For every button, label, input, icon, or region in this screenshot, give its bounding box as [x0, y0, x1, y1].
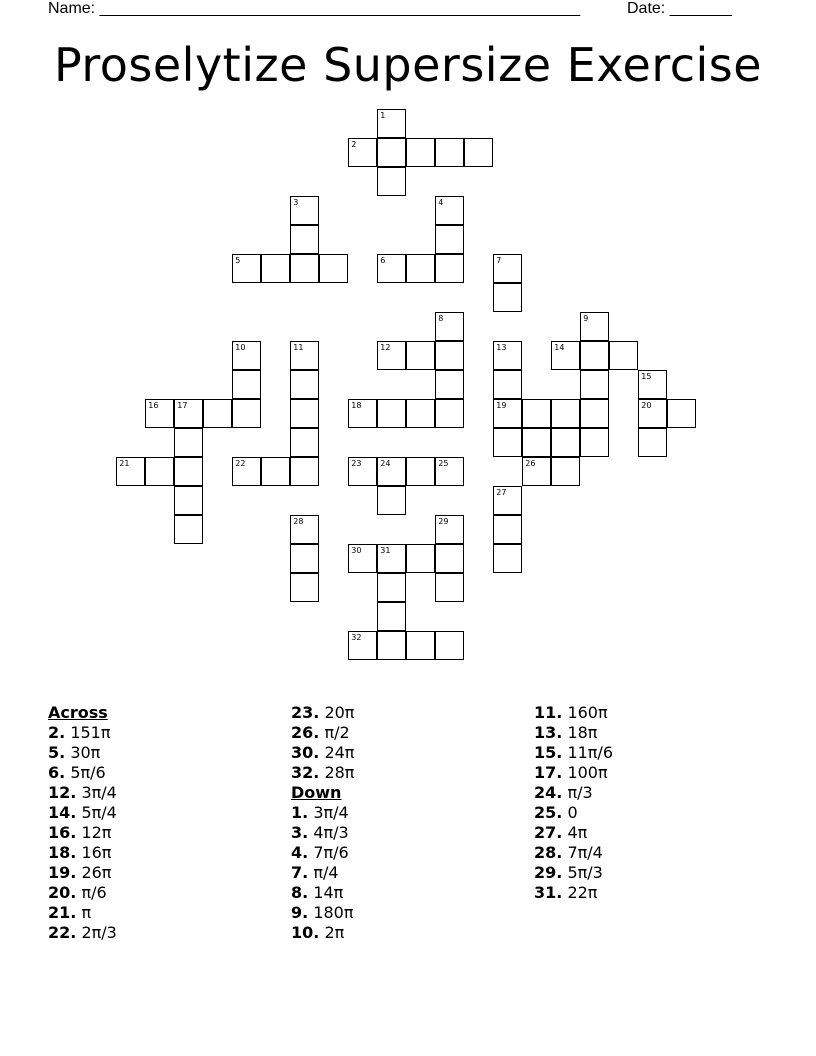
cell-number: 3 [293, 198, 299, 208]
crossword-cell[interactable] [551, 457, 580, 486]
crossword-cell[interactable] [667, 399, 696, 428]
cell-number: 8 [438, 314, 444, 324]
down-clue [291, 883, 354, 903]
crossword-cell[interactable] [435, 341, 464, 370]
across-clue [48, 843, 117, 863]
clue-column-3 [534, 703, 613, 903]
cell-number: 28 [293, 517, 304, 527]
clue-number: 28. [534, 843, 563, 862]
cell-number: 25 [438, 459, 449, 469]
cell-number: 24 [380, 459, 391, 469]
cell-number: 22 [235, 459, 246, 469]
crossword-cell[interactable] [232, 341, 261, 370]
clue-text: 151π [70, 723, 111, 742]
down-clue [534, 723, 613, 743]
across-clue [291, 723, 354, 743]
clue-text: 5π/4 [81, 803, 117, 822]
down-clue [534, 743, 613, 763]
crossword-cell[interactable] [232, 399, 261, 428]
crossword-cell[interactable] [290, 573, 319, 602]
cell-number: 26 [525, 459, 536, 469]
crossword-cell[interactable] [580, 399, 609, 428]
crossword-cell[interactable] [145, 399, 174, 428]
crossword-cell[interactable] [290, 428, 319, 457]
clue-number: 13. [534, 723, 563, 742]
crossword-cell[interactable] [493, 515, 522, 544]
crossword-cell[interactable] [406, 341, 435, 370]
clue-text: 5π/3 [567, 863, 603, 882]
clue-number: 8. [291, 883, 309, 902]
clue-text: 4π/3 [313, 823, 349, 842]
crossword-cell[interactable] [435, 457, 464, 486]
crossword-cell[interactable] [377, 631, 406, 660]
clue-text: 22π [567, 883, 598, 902]
crossword-cell[interactable] [609, 341, 638, 370]
down-clue [534, 763, 613, 783]
crossword-cell[interactable] [493, 544, 522, 573]
crossword-cell[interactable] [551, 428, 580, 457]
clue-text: 28π [324, 763, 355, 782]
clue-text: 26π [81, 863, 112, 882]
crossword-cell[interactable] [406, 399, 435, 428]
crossword-cell[interactable] [580, 428, 609, 457]
down-clue [291, 903, 354, 923]
crossword-cell[interactable] [493, 283, 522, 312]
clue-text: 2π [324, 923, 345, 942]
cell-number: 5 [235, 256, 241, 266]
crossword-cell[interactable] [203, 399, 232, 428]
crossword-cell[interactable] [377, 573, 406, 602]
crossword-cell[interactable] [638, 399, 667, 428]
crossword-cell[interactable] [406, 631, 435, 660]
clue-text: 4π [567, 823, 588, 842]
crossword-cell[interactable] [290, 457, 319, 486]
crossword-cell[interactable] [551, 341, 580, 370]
crossword-cell[interactable] [232, 254, 261, 283]
cell-number: 7 [496, 256, 502, 266]
crossword-cell[interactable] [406, 254, 435, 283]
crossword-cell[interactable] [435, 138, 464, 167]
name-field[interactable]: Name: ______________________________________________________ [48, 0, 581, 17]
down-clue [291, 803, 354, 823]
clue-text: 3π/4 [313, 803, 349, 822]
down-clue [534, 803, 613, 823]
crossword-cell[interactable] [464, 138, 493, 167]
page-title: Proselytize Supersize Exercise [53, 38, 763, 92]
clue-number: 31. [534, 883, 563, 902]
clue-text: 100π [567, 763, 608, 782]
crossword-cell[interactable] [145, 457, 174, 486]
cell-number: 4 [438, 198, 444, 208]
clue-number: 32. [291, 763, 320, 782]
clue-number: 3. [291, 823, 309, 842]
crossword-cell[interactable] [377, 486, 406, 515]
crossword-cell[interactable] [406, 138, 435, 167]
clue-number: 23. [291, 703, 320, 722]
cell-number: 19 [496, 401, 507, 411]
clue-text: 2π/3 [81, 923, 117, 942]
across-clue [291, 703, 354, 723]
clue-text: 180π [313, 903, 354, 922]
down-clue [291, 843, 354, 863]
crossword-cell[interactable] [580, 341, 609, 370]
crossword-cell[interactable] [377, 109, 406, 138]
cell-number: 20 [641, 401, 652, 411]
clue-column-2 [291, 703, 354, 943]
crossword-cell[interactable] [377, 399, 406, 428]
cell-number: 2 [351, 140, 357, 150]
crossword-cell[interactable] [290, 515, 319, 544]
crossword-cell[interactable] [435, 370, 464, 399]
crossword-cell[interactable] [493, 486, 522, 515]
clue-text: π/4 [313, 863, 339, 882]
clue-number: 27. [534, 823, 563, 842]
cell-number: 16 [148, 401, 159, 411]
clue-number: 26. [291, 723, 320, 742]
clue-text: 0 [567, 803, 578, 822]
clue-number: 9. [291, 903, 309, 922]
down-clue [534, 783, 613, 803]
date-field[interactable]: Date: _______ [627, 0, 732, 17]
crossword-cell[interactable] [261, 254, 290, 283]
clue-text: 12π [81, 823, 112, 842]
clue-number: 24. [534, 783, 563, 802]
clue-number: 6. [48, 763, 66, 782]
across-clue [48, 743, 117, 763]
crossword-cell[interactable] [290, 399, 319, 428]
cell-number: 23 [351, 459, 362, 469]
cell-number: 17 [177, 401, 188, 411]
crossword-cell[interactable] [377, 254, 406, 283]
cell-number: 6 [380, 256, 386, 266]
cell-number: 13 [496, 343, 507, 353]
crossword-cell[interactable] [522, 399, 551, 428]
crossword-cell[interactable] [377, 341, 406, 370]
across-clue [48, 903, 117, 923]
cell-number: 14 [554, 343, 565, 353]
crossword-cell[interactable] [435, 544, 464, 573]
across-clue [48, 803, 117, 823]
crossword-cell[interactable] [435, 515, 464, 544]
crossword-cell[interactable] [406, 457, 435, 486]
clue-text: 11π/6 [567, 743, 613, 762]
across-clue [48, 783, 117, 803]
crossword-cell[interactable] [174, 515, 203, 544]
clue-text: 18π [567, 723, 598, 742]
clue-text: 7π/6 [313, 843, 349, 862]
down-clue [291, 863, 354, 883]
across-clue [291, 743, 354, 763]
across-clue [48, 883, 117, 903]
clue-text: 24π [324, 743, 355, 762]
cell-number: 11 [293, 343, 304, 353]
across-clue [48, 763, 117, 783]
crossword-cell[interactable] [522, 457, 551, 486]
across-clue [48, 823, 117, 843]
crossword-cell[interactable] [290, 370, 319, 399]
clue-number: 20. [48, 883, 77, 902]
clue-number: 17. [534, 763, 563, 782]
clue-number: 2. [48, 723, 66, 742]
down-clue [534, 863, 613, 883]
crossword-cell[interactable] [377, 457, 406, 486]
crossword-cell[interactable] [435, 225, 464, 254]
clue-text: 3π/4 [81, 783, 117, 802]
crossword-cell[interactable] [232, 457, 261, 486]
cell-number: 18 [351, 401, 362, 411]
crossword-cell[interactable] [290, 196, 319, 225]
clue-number: 5. [48, 743, 66, 762]
clue-text: 16π [81, 843, 112, 862]
crossword-cell[interactable] [377, 138, 406, 167]
down-clue [534, 843, 613, 863]
down-clue [291, 923, 354, 943]
clue-number: 10. [291, 923, 320, 942]
crossword-cell[interactable] [435, 254, 464, 283]
cell-number: 10 [235, 343, 246, 353]
cell-number: 12 [380, 343, 391, 353]
crossword-cell[interactable] [493, 399, 522, 428]
crossword-cell[interactable] [435, 399, 464, 428]
clue-number: 29. [534, 863, 563, 882]
crossword-cell[interactable] [551, 399, 580, 428]
clue-text: π/2 [324, 723, 350, 742]
clue-text: 5π/6 [70, 763, 106, 782]
clue-number: 12. [48, 783, 77, 802]
clue-number: 16. [48, 823, 77, 842]
crossword-cell[interactable] [290, 225, 319, 254]
cell-number: 27 [496, 488, 507, 498]
crossword-cell[interactable] [116, 457, 145, 486]
cell-number: 9 [583, 314, 589, 324]
across-clue [291, 763, 354, 783]
crossword-cell[interactable] [580, 312, 609, 341]
clue-column-1 [48, 703, 117, 943]
across-clue [48, 863, 117, 883]
crossword-cell[interactable] [348, 399, 377, 428]
clue-number: 14. [48, 803, 77, 822]
across-clue [48, 923, 117, 943]
crossword-cell[interactable] [377, 544, 406, 573]
crossword-cell[interactable] [348, 138, 377, 167]
crossword-cell[interactable] [290, 254, 319, 283]
clue-text: 14π [313, 883, 344, 902]
down-clue [534, 883, 613, 903]
clue-text: 20π [324, 703, 355, 722]
cell-number: 1 [380, 111, 386, 121]
clue-number: 22. [48, 923, 77, 942]
crossword-cell[interactable] [435, 196, 464, 225]
clue-number: 18. [48, 843, 77, 862]
clue-number: 21. [48, 903, 77, 922]
crossword-cell[interactable] [493, 341, 522, 370]
crossword-cell[interactable] [348, 457, 377, 486]
clue-number: 30. [291, 743, 320, 762]
down-heading: Down [291, 783, 342, 802]
across-clue [48, 723, 117, 743]
cell-number: 30 [351, 546, 362, 556]
crossword-cell[interactable] [435, 573, 464, 602]
clue-text: 7π/4 [567, 843, 603, 862]
clue-number: 15. [534, 743, 563, 762]
crossword-cell[interactable] [493, 254, 522, 283]
crossword-cell[interactable] [232, 370, 261, 399]
cell-number: 29 [438, 517, 449, 527]
across-heading: Across [48, 703, 108, 722]
crossword-cell[interactable] [174, 486, 203, 515]
crossword-cell[interactable] [261, 457, 290, 486]
crossword-cell[interactable] [638, 428, 667, 457]
clue-text: 30π [70, 743, 101, 762]
crossword-cell[interactable] [435, 312, 464, 341]
clue-number: 4. [291, 843, 309, 862]
clue-number: 11. [534, 703, 563, 722]
crossword-cell[interactable] [174, 399, 203, 428]
crossword-cell[interactable] [435, 631, 464, 660]
crossword-cell[interactable] [493, 370, 522, 399]
crossword-cell[interactable] [174, 457, 203, 486]
crossword-cell[interactable] [638, 370, 667, 399]
crossword-cell[interactable] [377, 167, 406, 196]
crossword-cell[interactable] [290, 341, 319, 370]
crossword-cell[interactable] [493, 428, 522, 457]
crossword-cell[interactable] [348, 544, 377, 573]
crossword-cell[interactable] [290, 544, 319, 573]
down-clue [291, 823, 354, 843]
clue-number: 1. [291, 803, 309, 822]
cell-number: 21 [119, 459, 130, 469]
clue-text: π [81, 903, 92, 922]
crossword-cell[interactable] [522, 428, 551, 457]
clue-number: 19. [48, 863, 77, 882]
crossword-cell[interactable] [174, 428, 203, 457]
clue-text: 160π [567, 703, 608, 722]
clue-text: π/6 [81, 883, 107, 902]
crossword-cell[interactable] [348, 631, 377, 660]
crossword-cell[interactable] [580, 370, 609, 399]
down-clue [534, 703, 613, 723]
clue-number: 25. [534, 803, 563, 822]
clue-number: 7. [291, 863, 309, 882]
cell-number: 15 [641, 372, 652, 382]
cell-number: 32 [351, 633, 362, 643]
crossword-cell[interactable] [377, 602, 406, 631]
cell-number: 31 [380, 546, 391, 556]
clue-text: π/3 [567, 783, 593, 802]
crossword-cell[interactable] [406, 544, 435, 573]
down-clue [534, 823, 613, 843]
crossword-cell[interactable] [319, 254, 348, 283]
